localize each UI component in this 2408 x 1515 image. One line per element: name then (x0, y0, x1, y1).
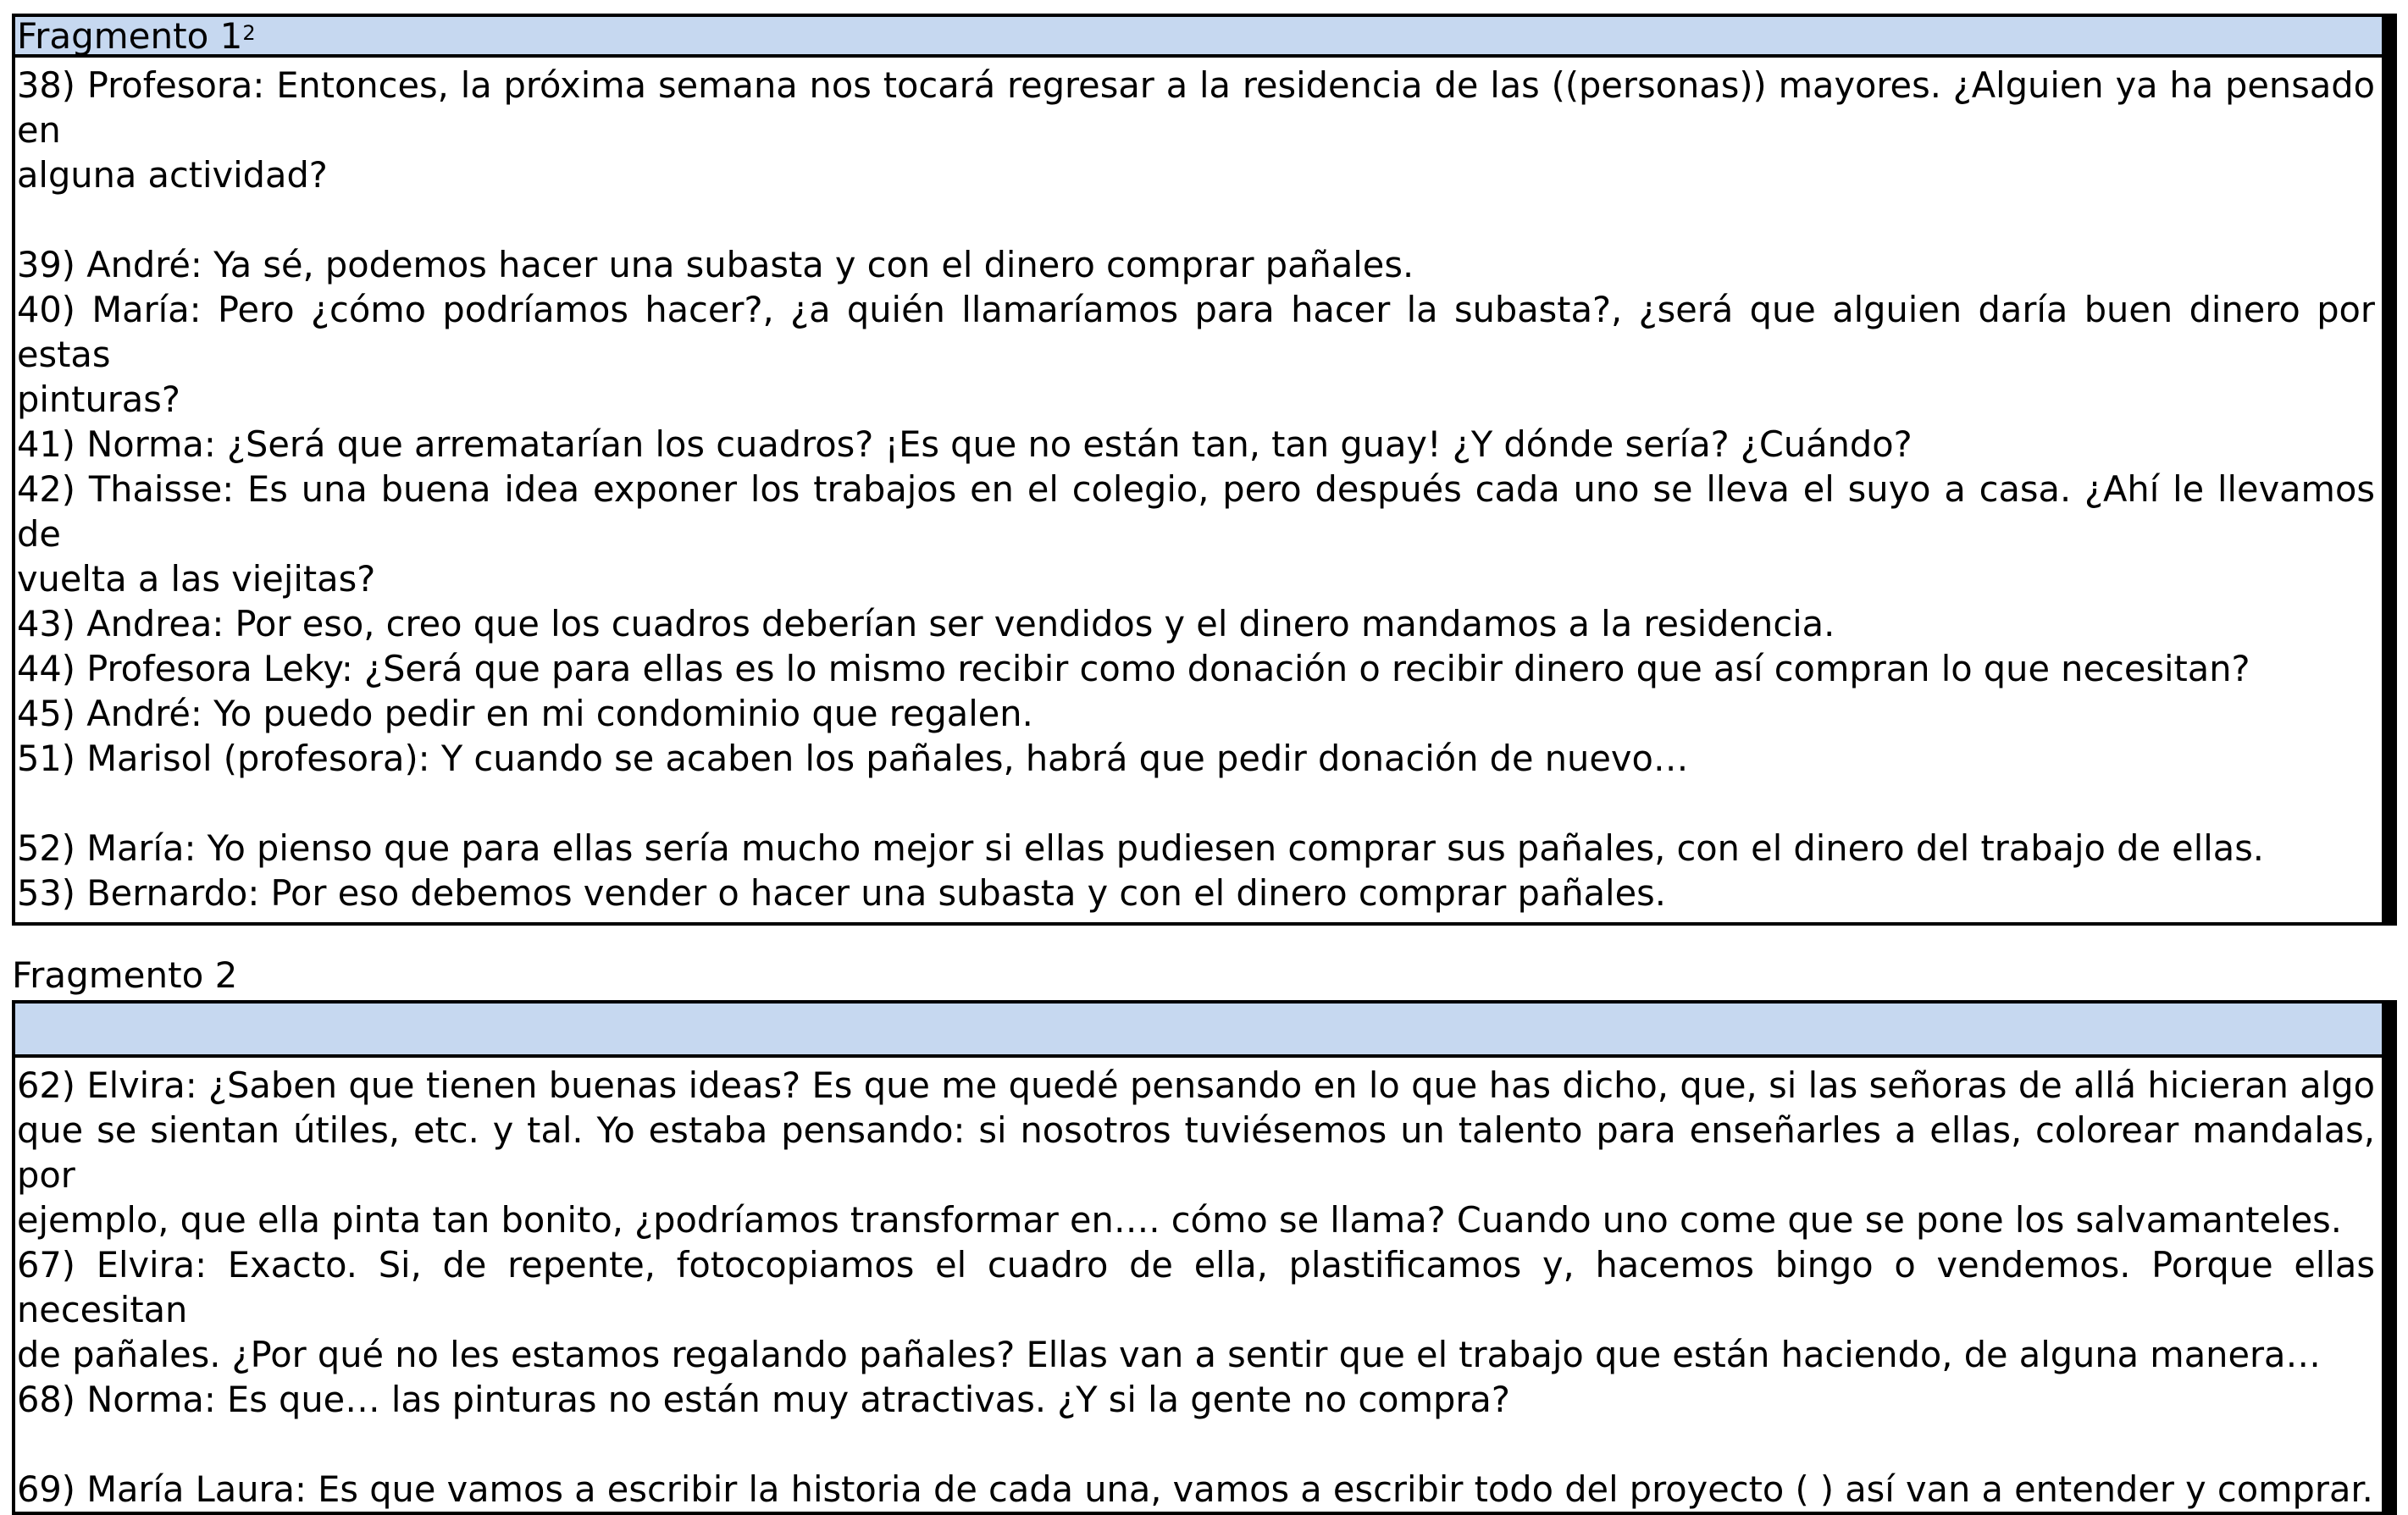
transcript-line: 51) Marisol (profesora): Y cuando se acaben los pañales, habrá que pedir donación de nuevo… (17, 738, 1689, 779)
transcript-line: pinturas? (17, 379, 180, 420)
document-page (12, 14, 2397, 1515)
fragment-1-title: Fragmento 1 (17, 15, 243, 57)
transcript-line: 41) Norma: ¿Será que arrematarían los cuadros? ¡Es que no están tan, tan guay! ¿Y dónde sería? ¿Cuándo? (17, 423, 1913, 465)
transcript-line: 69) María Laura: Es que vamos a escribir la historia de cada una, vamos a escribir todo del proyecto ( ) así van a entender y comprar. (17, 1468, 2373, 1510)
transcript-line: 53) Bernardo: Por eso debemos vender o hacer una subasta y con el dinero comprar pañales. (17, 872, 1666, 914)
transcript-line: 62) Elvira: ¿Saben que tienen buenas ideas? Es que me quedé pensando en lo que has dicho, que, si las señoras de allá hicieran algo (17, 1064, 2375, 1106)
transcript-line: 43) Andrea: Por eso, creo que los cuadros deberían ser vendidos y el dinero mandamos a la residencia. (17, 603, 1835, 644)
fragment-1-table (12, 14, 2397, 926)
transcript-line (17, 1422, 2375, 1467)
transcript-line: alguna actividad? (17, 154, 328, 196)
transcript-line: 68) Norma: Es que… las pinturas no están muy atractivas. ¿Y si la gente no compra? (17, 1379, 1510, 1420)
transcript-line: 38) Profesora: Entonces, la próxima semana nos tocará regresar a la residencia de las ((personas)) mayores. ¿Alguien ya ha pensado en (17, 64, 2375, 151)
fragment-1-transcript (15, 58, 2382, 922)
transcript-line: de pañales. ¿Por qué no les estamos regalando pañales? Ellas van a sentir que el trabajo que están haciendo, de alguna manera… (17, 1334, 2321, 1375)
footnote-mark[interactable]: 2 (242, 21, 256, 45)
transcript-line: que se sientan útiles, etc. y tal. Yo estaba pensando: si nosotros tuviésemos un talento para enseñarles a ellas, colorear mandalas, por (17, 1109, 2375, 1196)
fragment-2-transcript (15, 1058, 2382, 1512)
transcript-line: 44) Profesora Leky: ¿Será que para ellas es lo mismo recibir como donación o recibir dinero que así compran lo que necesitan? (17, 648, 2250, 689)
fragment-1-header (15, 17, 2382, 58)
transcript-line: vuelta a las viejitas? (17, 558, 376, 600)
transcript-line: 42) Thaisse: Es una buena idea exponer los trabajos en el colegio, pero después cada uno se lleva el suyo a casa. ¿Ahí le llevamos de (17, 468, 2375, 555)
transcript-line: 67) Elvira: Exacto. Si, de repente, fotocopiamos el cuadro de ella, plastificamos y, hacemos bingo o vendemos. Porque ellas necesitan (17, 1244, 2375, 1330)
transcript-line: 40) María: Pero ¿cómo podríamos hacer?, ¿a quién llamaríamos para hacer la subasta?, ¿será que alguien daría buen dinero por estas (17, 289, 2375, 375)
fragment-2-title: Fragmento 2 (12, 954, 238, 996)
transcript-line: ejemplo, que ella pinta tan bonito, ¿podríamos transformar en…. cómo se llama? Cuando uno come que se pone los salvamanteles. (17, 1199, 2342, 1241)
transcript-line: 45) André: Yo puedo pedir en mi condominio que regalen. (17, 693, 1033, 734)
fragment-2-header (15, 1004, 2382, 1058)
transcript-line (17, 197, 2375, 242)
transcript-line: 52) María: Yo pienso que para ellas sería mucho mejor si ellas pudiesen comprar sus pañales, con el dinero del trabajo de ellas. (17, 827, 2265, 869)
fragment-2-table (12, 1000, 2397, 1515)
transcript-line (17, 781, 2375, 826)
transcript-line: 39) André: Ya sé, podemos hacer una subasta y con el dinero comprar pañales. (17, 244, 1414, 285)
